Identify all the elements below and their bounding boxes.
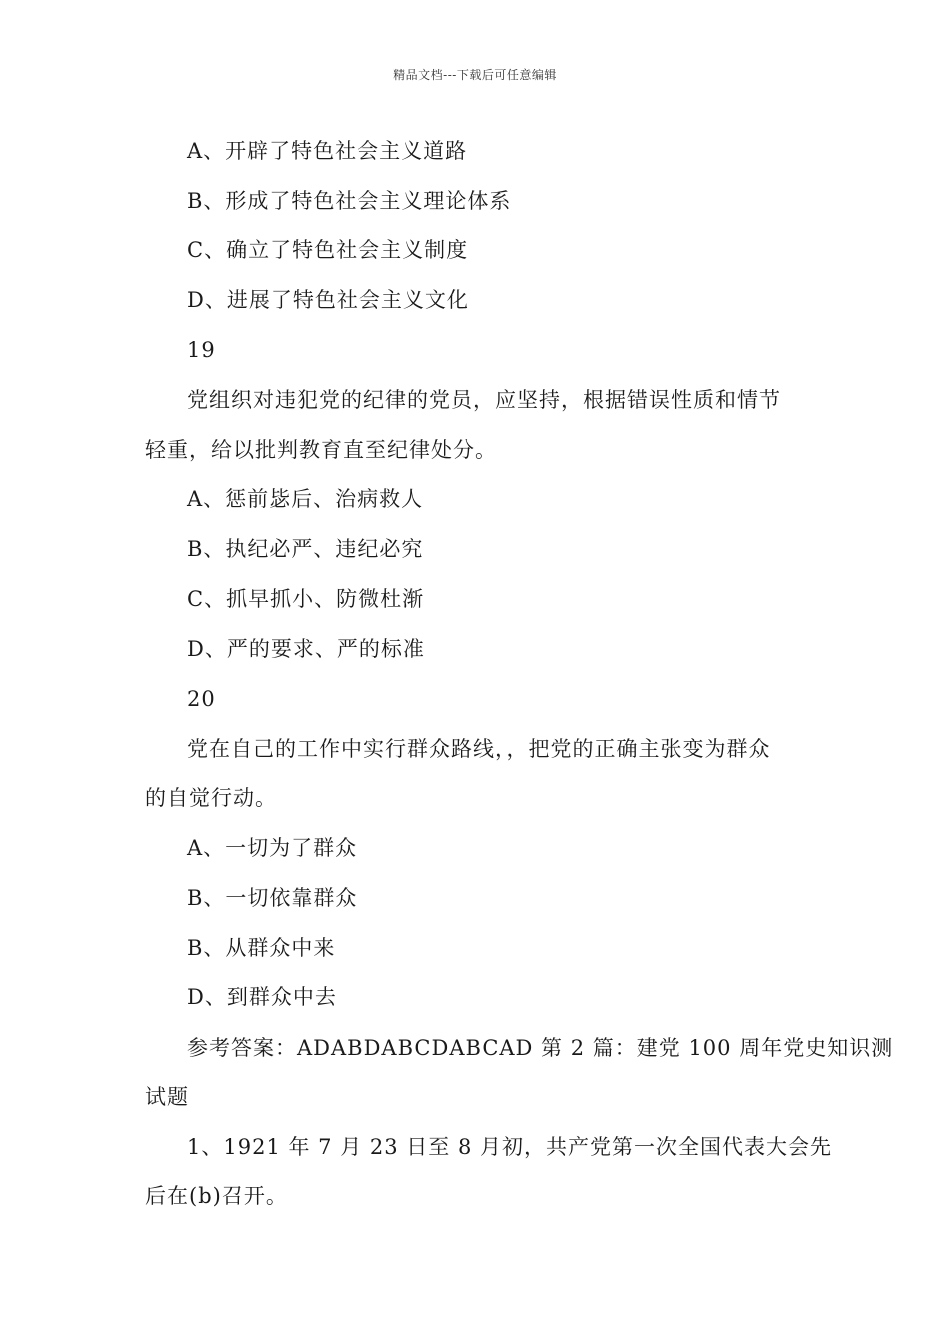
answer-key-line2: 试题 [145, 1085, 189, 1109]
page-header: 精品文档---下载后可任意编辑 [393, 68, 557, 82]
next-question-line2: 后在(b)召开。 [145, 1184, 288, 1208]
q20-option-a: A、一切为了群众 [187, 836, 358, 860]
answer-key-line1: 参考答案：ADABDABCDABCAD 第 2 篇：建党 100 周年党史知识测 [187, 1036, 894, 1060]
q20-number: 20 [187, 687, 216, 711]
q19-option-b: B、执纪必严、违纪必究 [187, 537, 424, 561]
q19-number: 19 [187, 338, 216, 362]
q20-option-d: D、到群众中去 [187, 985, 337, 1009]
next-question-line1: 1、1921 年 7 月 23 日至 8 月初，共产党第一次全国代表大会先 [187, 1135, 832, 1159]
q19-option-a: A、惩前毖后、治病救人 [187, 487, 424, 511]
q19-stem-line2: 轻重，给以批判教育直至纪律处分。 [145, 438, 497, 462]
q19-stem-line1: 党组织对违犯党的纪律的党员，应坚持，根据错误性质和情节 [187, 388, 781, 412]
q20-stem-line1: 党在自己的工作中实行群众路线，，把党的正确主张变为群众 [187, 737, 771, 761]
q20-stem-line2: 的自觉行动。 [145, 786, 277, 810]
q19-option-d: D、严的要求、严的标准 [187, 637, 425, 661]
q20-option-c: B、从群众中来 [187, 936, 336, 960]
q18-option-c: C、确立了特色社会主义制度 [187, 238, 469, 262]
q18-option-d: D、进展了特色社会主义文化 [187, 288, 469, 312]
q19-option-c: C、抓早抓小、防微杜渐 [187, 587, 425, 611]
q18-option-b: B、形成了特色社会主义理论体系 [187, 189, 512, 213]
q18-option-a: A、开辟了特色社会主义道路 [187, 139, 468, 163]
q20-option-b: B、一切依靠群众 [187, 886, 358, 910]
